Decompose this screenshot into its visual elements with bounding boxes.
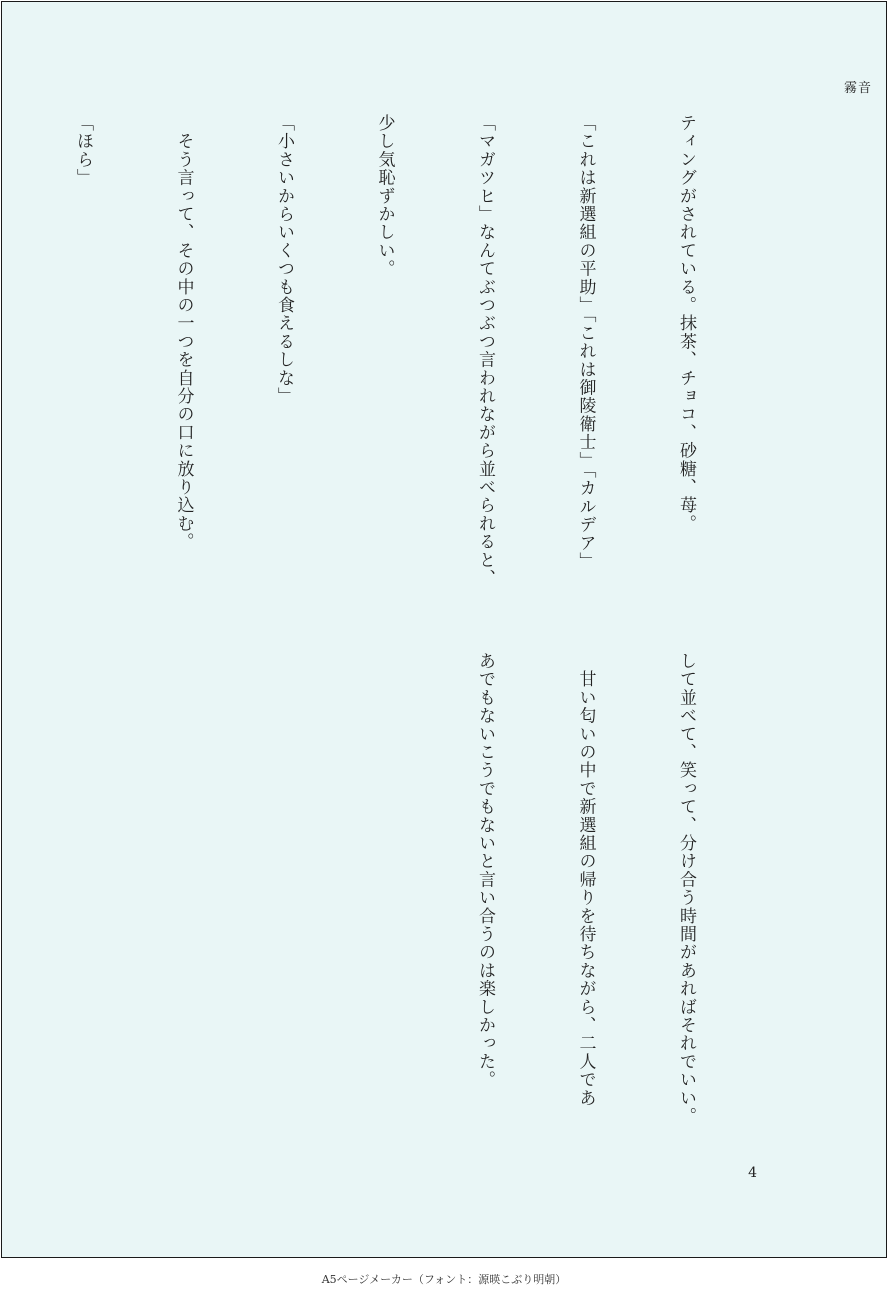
text-block-top <box>0 114 769 614</box>
page-number: 4 <box>748 1165 757 1181</box>
text-line: 「これは新選組の平助」「これは御陵衛士」「カルデア」 <box>575 114 596 571</box>
text-line: 甘い匂いの中で新選組の帰りを待ちながら、二人であ <box>575 652 596 1107</box>
text-line: 「マガツヒ」なんてぶつぶつ言われながら並べられると、 <box>475 114 495 588</box>
text-line: して並べて、笑って、分け合う時間があればそれでいい。 <box>676 652 696 1126</box>
text-line: そう言って、その中の一つを自分の口に放り込む。 <box>173 114 194 551</box>
running-title: 霧音 <box>843 81 872 96</box>
text-block-bottom <box>401 652 770 1152</box>
text-line: あでもないこうでもないと言い合うのは楽しかった。 <box>475 652 495 1089</box>
footer-caption: A5ページメーカー（フォント：源暎こぶり明朝） <box>321 1273 567 1286</box>
text-line: 少し気恥ずかしい。 <box>374 114 395 278</box>
page-sheet <box>1 1 887 1258</box>
text-line: ティングがされている。抹茶、チョコ、砂糖、苺。 <box>676 114 696 533</box>
text-line: 「ほら」 <box>73 114 93 187</box>
text-line: 「小さいからいくつも食えるしな」 <box>274 114 294 406</box>
